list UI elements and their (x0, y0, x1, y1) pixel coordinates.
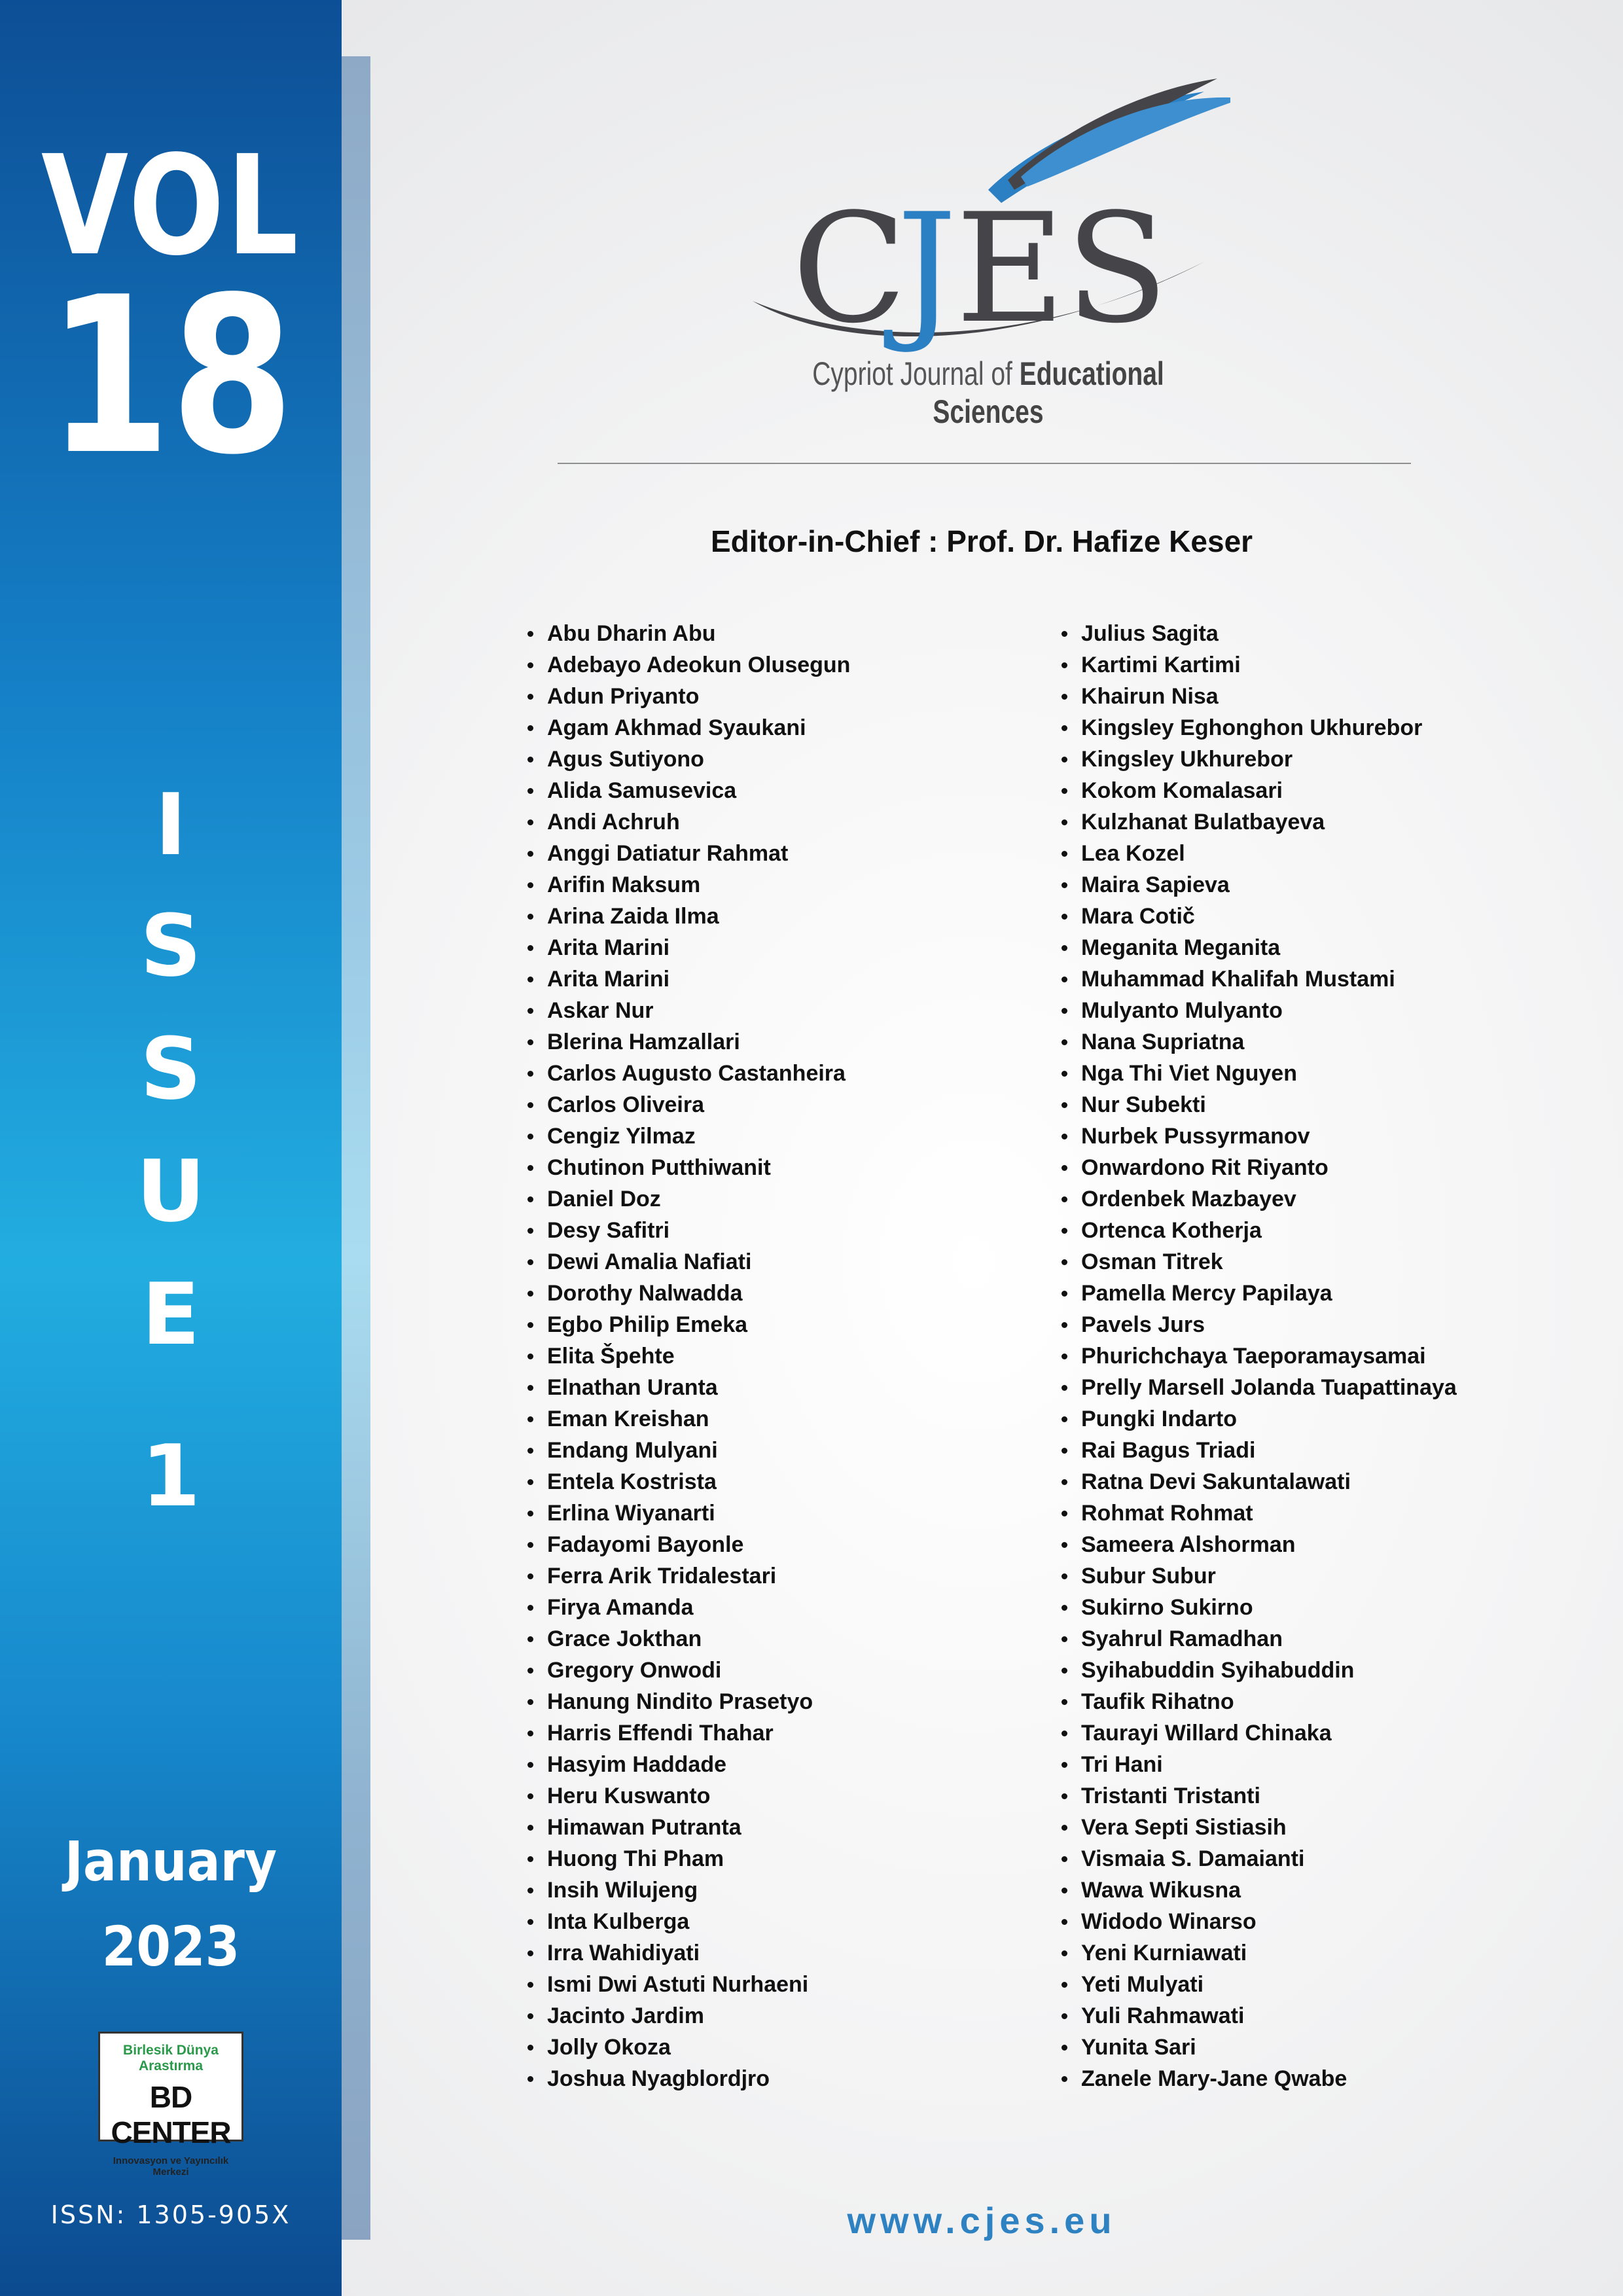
editor-list-left (527, 618, 850, 2094)
editor-name: Himawan Putranta (527, 1812, 850, 1843)
editor-name: Maira Sapieva (1061, 869, 1457, 901)
editor-name: Elita Špehte (527, 1340, 850, 1372)
logo-subtitle-plain: Cypriot Journal of (812, 355, 1012, 392)
issn: ISSN: 1305-905X (50, 2200, 291, 2229)
editor-name: Cengiz Yilmaz (527, 1121, 850, 1152)
editor-name: Yunita Sari (1061, 2032, 1457, 2063)
editor-name: Taurayi Willard Chinaka (1061, 1717, 1457, 1749)
editor-name: Meganita Meganita (1061, 932, 1457, 963)
bd-logo-main-text: BD CENTER (111, 2080, 231, 2149)
editor-name: Adun Priyanto (527, 681, 850, 712)
issue-letter: I (154, 775, 187, 874)
issue-year: 2023 (101, 1914, 240, 1979)
editor-name: Vismaia S. Damaianti (1061, 1843, 1457, 1874)
editor-name: Jolly Okoza (527, 2032, 850, 2063)
editor-name: Firya Amanda (527, 1592, 850, 1623)
editor-name: Daniel Doz (527, 1183, 850, 1215)
editor-name: Kingsley Eghonghon Ukhurebor (1061, 712, 1457, 744)
editor-name: Nana Supriatna (1061, 1026, 1457, 1058)
editor-name: Chutinon Putthiwanit (527, 1152, 850, 1183)
editor-name: Arita Marini (527, 932, 850, 963)
volume-number: 18 (47, 251, 294, 502)
editor-name: Kartimi Kartimi (1061, 649, 1457, 681)
editor-name: Zanele Mary-Jane Qwabe (1061, 2063, 1457, 2094)
editor-name: Syahrul Ramadhan (1061, 1623, 1457, 1655)
editor-name: Wawa Wikusna (1061, 1874, 1457, 1906)
editor-name: Carlos Oliveira (527, 1089, 850, 1121)
cover-sidebar (0, 0, 342, 2296)
editor-name: Egbo Philip Emeka (527, 1309, 850, 1340)
issue-letter: S (140, 1019, 202, 1119)
editor-name: Adebayo Adeokun Olusegun (527, 649, 850, 681)
issue-letter: U (136, 1141, 205, 1241)
editor-name: Jacinto Jardim (527, 2000, 850, 2032)
editor-name: Heru Kuswanto (527, 1780, 850, 1812)
editor-name: Rai Bagus Triadi (1061, 1435, 1457, 1466)
editor-name: Hasyim Haddade (527, 1749, 850, 1780)
editor-name: Khairun Nisa (1061, 681, 1457, 712)
editor-name: Syihabuddin Syihabuddin (1061, 1655, 1457, 1686)
editor-name: Agam Akhmad Syaukani (527, 712, 850, 744)
editor-name: Hanung Nindito Prasetyo (527, 1686, 850, 1717)
editor-name: Sameera Alshorman (1061, 1529, 1457, 1560)
editor-name: Ismi Dwi Astuti Nurhaeni (527, 1969, 850, 2000)
editor-name: Entela Kostrista (527, 1466, 850, 1498)
issue-letter: S (140, 896, 202, 996)
editor-name: Pungki Indarto (1061, 1403, 1457, 1435)
editor-name: Pamella Mercy Papilaya (1061, 1278, 1457, 1309)
editor-name: Yeti Mulyati (1061, 1969, 1457, 2000)
editor-name: Fadayomi Bayonle (527, 1529, 850, 1560)
editor-name: Ordenbek Mazbayev (1061, 1183, 1457, 1215)
editor-name: Onwardono Rit Riyanto (1061, 1152, 1457, 1183)
editor-name: Arita Marini (527, 963, 850, 995)
editor-name: Arifin Maksum (527, 869, 850, 901)
editor-name: Mulyanto Mulyanto (1061, 995, 1457, 1026)
sidebar-accent-strip (342, 56, 370, 2240)
editor-name: Rohmat Rohmat (1061, 1498, 1457, 1529)
website-link[interactable]: www.cjes.eu (847, 2200, 1116, 2241)
editor-name: Andi Achruh (527, 806, 850, 838)
editor-name: Ortenca Kotherja (1061, 1215, 1457, 1246)
editor-name: Yuli Rahmawati (1061, 2000, 1457, 2032)
svg-text:J: J (897, 182, 957, 357)
editor-name: Erlina Wiyanarti (527, 1498, 850, 1529)
editor-name: Kingsley Ukhurebor (1061, 744, 1457, 775)
editor-name: Taufik Rihatno (1061, 1686, 1457, 1717)
svg-text:ES: ES (955, 182, 1169, 357)
editor-name: Mara Cotič (1061, 901, 1457, 932)
editor-in-chief: Editor-in-Chief : Prof. Dr. Hafize Keser (710, 524, 1253, 558)
svg-text:C: C (792, 182, 907, 357)
editor-name: Osman Titrek (1061, 1246, 1457, 1278)
editor-name: Carlos Augusto Castanheira (527, 1058, 850, 1089)
editor-name: Alida Samusevica (527, 775, 850, 806)
editor-name: Irra Wahidiyati (527, 1937, 850, 1969)
editor-name: Sukirno Sukirno (1061, 1592, 1457, 1623)
logo-subtitle-bold: Educational Sciences (933, 355, 1164, 430)
editor-name: Askar Nur (527, 995, 850, 1026)
editor-name: Ferra Arik Tridalestari (527, 1560, 850, 1592)
editor-name: Nurbek Pussyrmanov (1061, 1121, 1457, 1152)
bd-logo-top-text: Birlesik Dünya Arastırma (123, 2043, 219, 2073)
editor-name: Abu Dharin Abu (527, 618, 850, 649)
issue-letter: E (141, 1265, 200, 1364)
editor-name: Blerina Hamzallari (527, 1026, 850, 1058)
logo-subtitle (794, 355, 1183, 431)
editor-name: Subur Subur (1061, 1560, 1457, 1592)
issue-number: 1 (141, 1426, 201, 1526)
editor-name: Dewi Amalia Nafiati (527, 1246, 850, 1278)
editor-name: Endang Mulyani (527, 1435, 850, 1466)
editor-name: Anggi Datiatur Rahmat (527, 838, 850, 869)
editor-name: Harris Effendi Thahar (527, 1717, 850, 1749)
editor-name: Tri Hani (1061, 1749, 1457, 1780)
editor-name: Agus Sutiyono (527, 744, 850, 775)
editor-name: Eman Kreishan (527, 1403, 850, 1435)
editor-name: Widodo Winarso (1061, 1906, 1457, 1937)
divider (558, 463, 1411, 464)
editor-name: Vera Septi Sistiasih (1061, 1812, 1457, 1843)
editor-name: Huong Thi Pham (527, 1843, 850, 1874)
editor-name: Gregory Onwodi (527, 1655, 850, 1686)
bd-center-logo (98, 2032, 243, 2178)
editor-name: Kokom Komalasari (1061, 775, 1457, 806)
editor-name: Pavels Jurs (1061, 1309, 1457, 1340)
editor-name: Yeni Kurniawati (1061, 1937, 1457, 1969)
editor-name: Dorothy Nalwadda (527, 1278, 850, 1309)
issue-month: January (64, 1829, 277, 1893)
editor-name: Tristanti Tristanti (1061, 1780, 1457, 1812)
editor-name: Insih Wilujeng (527, 1874, 850, 1906)
editor-name: Prelly Marsell Jolanda Tuapattinaya (1061, 1372, 1457, 1403)
editor-name: Kulzhanat Bulatbayeva (1061, 806, 1457, 838)
editor-name: Julius Sagita (1061, 618, 1457, 649)
editor-name: Nga Thi Viet Nguyen (1061, 1058, 1457, 1089)
editor-name: Muhammad Khalifah Mustami (1061, 963, 1457, 995)
editor-name: Phurichchaya Taeporamaysamai (1061, 1340, 1457, 1372)
editor-name: Arina Zaida Ilma (527, 901, 850, 932)
editor-name: Joshua Nyagblordjro (527, 2063, 850, 2094)
editor-name: Ratna Devi Sakuntalawati (1061, 1466, 1457, 1498)
volume-label: VOL (41, 126, 301, 286)
editor-name: Desy Safitri (527, 1215, 850, 1246)
editor-name: Lea Kozel (1061, 838, 1457, 869)
bd-logo-bottom-text: Innovasyon ve Yayıncılık Merkezi (113, 2155, 229, 2178)
editor-name: Nur Subekti (1061, 1089, 1457, 1121)
editor-list-right (1061, 618, 1457, 2094)
editor-name: Inta Kulberga (527, 1906, 850, 1937)
editor-name: Elnathan Uranta (527, 1372, 850, 1403)
editor-name: Grace Jokthan (527, 1623, 850, 1655)
